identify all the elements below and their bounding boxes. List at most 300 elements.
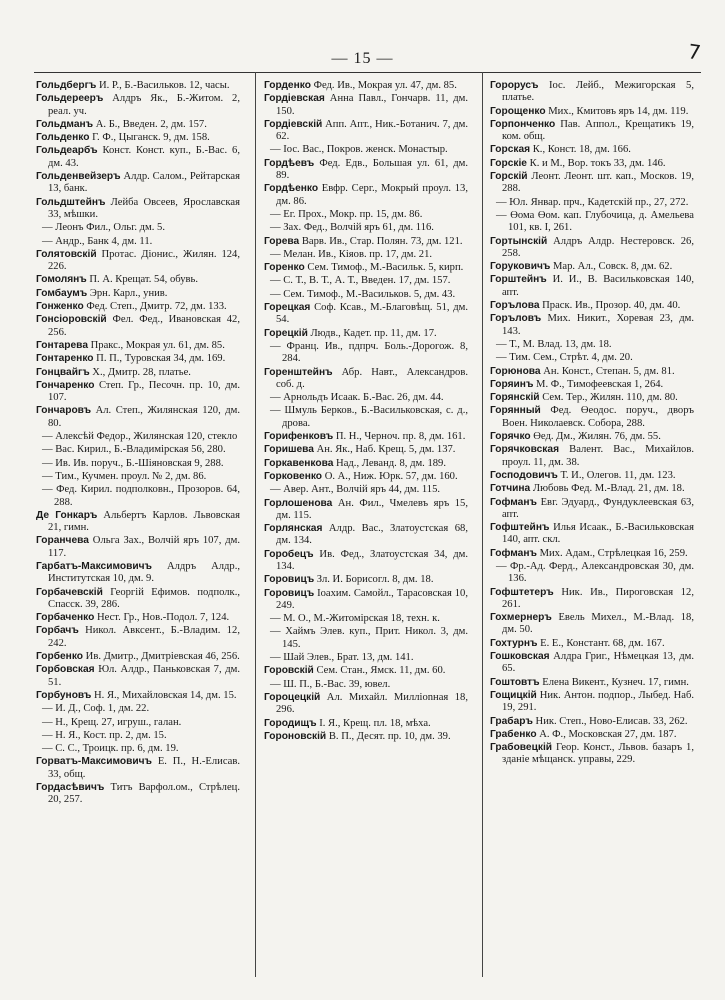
entry-details: Алдра Григ., Нѣмецкая 13, дм. 65. — [502, 651, 694, 675]
directory-entry — [36, 93, 240, 118]
entry-details: Никол. Авксент., Б.-Владим. 12, 242. — [48, 625, 240, 649]
directory-entry — [490, 470, 694, 482]
directory-entry — [490, 261, 694, 273]
directory-entry — [36, 132, 240, 144]
column-divider-2 — [482, 72, 483, 977]
entry-surname: Горденко — [264, 80, 311, 91]
directory-entry — [264, 731, 468, 743]
directory-entry — [36, 458, 240, 470]
entry-details: Людв., Кадет. пр. 11, дм. 17. — [307, 327, 437, 339]
entry-details: Пав. Аппол., Крещатикъ 19, ком. общ. — [502, 118, 694, 143]
entry-surname: Горбачевскій — [36, 586, 103, 598]
entry-surname: Грабовецкій — [490, 742, 553, 754]
entry-surname: Гохмернеръ — [490, 612, 552, 624]
entry-surname: Гольдштейнъ — [36, 196, 106, 208]
entry-details: — Авер. Ант., Волчій яръ 44, дм. 115. — [270, 484, 441, 496]
entry-surname: Горанчева — [36, 535, 89, 547]
entry-surname: Горбовская — [36, 664, 95, 676]
entry-surname: Голятовскій — [36, 248, 97, 260]
directory-entry — [36, 756, 240, 781]
entry-details: Абр. Навт., Александров. соб. д. — [276, 366, 468, 390]
entry-details: Алдр. Вас., Златоустская 68, дм. 134. — [276, 523, 468, 547]
entry-surname: Грабенко — [490, 728, 537, 740]
entry-details: — Н., Крещ. 27, игруш., галан. — [42, 716, 182, 728]
directory-entry — [264, 209, 468, 221]
directory-entry — [36, 145, 240, 170]
entry-details: О. А., Ниж. Юрк. 57, дм. 160. — [322, 470, 458, 482]
entry-details: Н. Я., Михайловская 14, дм. 15. — [91, 689, 237, 701]
entry-surname: Грабаръ — [490, 715, 533, 727]
directory-entry — [490, 274, 694, 299]
entry-surname: Гофштейнъ — [490, 522, 550, 534]
entry-surname: Гомолянъ — [36, 274, 87, 286]
entry-surname: Гордасѣвичъ — [36, 782, 105, 794]
entry-details: — Алексѣй Федор., Жилянская 120, стекло — [42, 431, 238, 443]
directory-entry — [264, 341, 468, 366]
entry-details: — Фр.-Ад. Ферд., Александровская 30, дм. 136. — [496, 560, 694, 585]
directory-entry — [490, 352, 694, 364]
entry-surname: Горянный — [490, 405, 541, 417]
entry-details: Іос. Лейб., Межигорская 5, платье. — [502, 80, 694, 104]
entry-surname: Горбуновъ — [36, 689, 92, 701]
entry-details: — Арнольдъ Исаак. Б.-Вас. 26, дм. 44. — [270, 392, 444, 404]
directory-entry — [36, 380, 240, 405]
entry-details: К., Конст. 18, дм. 166. — [530, 144, 631, 156]
entry-surname: Гончаровъ — [36, 405, 92, 417]
entry-details: Фед. Степ., Дмитр. 72, дм. 133. — [83, 301, 227, 313]
entry-surname: Горская — [490, 144, 531, 156]
directory-entry — [36, 222, 240, 234]
entry-details: Юл. Алдр., Паньковская 7, дм. 51. — [48, 664, 240, 688]
entry-details: Над., Леванд. 8, дм. 189. — [333, 457, 447, 469]
entry-details: — Т., М. Влад. 13, дм. 18. — [496, 338, 612, 350]
directory-entry — [264, 289, 468, 301]
entry-surname: Гольденко — [36, 132, 90, 144]
entry-surname: Гохтурнъ — [490, 637, 538, 649]
entry-details: — И. Д., Соф. 1, дм. 22. — [42, 703, 150, 715]
entry-details: Е. Е., Констант. 68, дм. 167. — [537, 637, 665, 649]
entry-details: Ан. Як., Наб. Крещ. 5, дм. 137. — [313, 444, 456, 456]
entry-surname: Горева — [264, 235, 300, 247]
entry-details: — Ив. Ив. поруч., Б.-Шіяновская 9, 288. — [42, 457, 224, 469]
directory-entry — [264, 222, 468, 234]
entry-details: Іоахим. Самойл., Тарасовская 10, 249. — [276, 587, 468, 611]
directory-entry — [264, 471, 468, 483]
directory-entry — [490, 742, 694, 767]
entry-details: — Өома Өом. кап. Глубочица, д. Амельева 101, кв. I, 261. — [496, 209, 694, 234]
entry-details: Протас. Діонис., Жилян. 124, 226. — [48, 248, 240, 273]
entry-details: Алдр. Салом., Рейтарская 13, банк. — [48, 171, 240, 195]
handwritten-page-mark: 7 — [686, 39, 703, 65]
entry-surname: Гоштовтъ — [490, 676, 540, 688]
directory-entry — [36, 510, 240, 535]
entry-details: Евель Михел., М.-Влад. 18, дм. 50. — [502, 612, 694, 636]
directory-entry — [490, 392, 694, 404]
entry-details: Х., Дмитр. 28, платье. — [89, 366, 191, 378]
entry-details: — Леонъ Фил., Ольг. дм. 5. — [42, 222, 165, 234]
entry-surname: Горовицъ — [264, 587, 315, 599]
directory-entry — [36, 119, 240, 131]
directory-entry — [490, 677, 694, 689]
entry-surname: Гофштетеръ — [490, 586, 554, 598]
entry-surname: Горяинъ — [490, 378, 534, 390]
directory-entry — [490, 106, 694, 118]
entry-details: Фед. Ив., Мокрая ул. 47, дм. 85. — [310, 80, 457, 91]
entry-surname: Господовичъ — [490, 469, 558, 481]
entry-surname: Горбаченко — [36, 612, 95, 624]
entry-surname: Горифенковъ — [264, 431, 334, 443]
directory-entry — [36, 171, 240, 196]
entry-details: — Зах. Фед., Волчій яръ 61, дм. 116. — [270, 222, 434, 234]
entry-details: Өед. Дм., Жилян. 76, дм. 55. — [530, 431, 661, 443]
entry-details: — С. Т., В. Т., А. Т., Введен. 17, дм. 157. — [270, 275, 451, 287]
entry-surname: Горощенко — [490, 105, 546, 117]
directory-entry — [264, 392, 468, 404]
directory-entry — [490, 444, 694, 469]
directory-entry — [264, 119, 468, 144]
directory-entry — [36, 561, 240, 586]
directory-entry — [36, 730, 240, 742]
directory-entry — [264, 158, 468, 183]
directory-entry — [36, 314, 240, 339]
entry-details: И. Р., Б.-Васильков. 12, часы. — [96, 80, 230, 91]
entry-details: П. П., Туровская 34, дм. 169. — [93, 353, 226, 365]
entry-details: Пракс., Мокрая ул. 61, дм. 85. — [87, 339, 225, 351]
directory-entry — [264, 458, 468, 470]
directory-entry — [264, 613, 468, 625]
directory-entry — [36, 535, 240, 560]
directory-entry — [36, 471, 240, 483]
entry-details: П. А. Крещат. 54, обувь. — [86, 274, 199, 286]
entry-details: Леонт. Леонт. шт. кап., Москов. 19, 288. — [502, 171, 694, 195]
entry-details: — Шмуль Берков., Б.-Васильковская, с. д., дрова. — [270, 405, 468, 429]
entry-details: — Мелан. Ив., Кіяов. пр. 17, дм. 21. — [270, 248, 433, 260]
directory-entry — [264, 692, 468, 717]
entry-details: Алдръ Як., Б.-Житом. 2, реал. уч. — [48, 93, 240, 117]
entry-details: Г. Ф., Цыганск. 9, дм. 158. — [89, 132, 210, 144]
directory-entry — [490, 638, 694, 650]
entry-details: Геор. Конст., Львов. базаръ 1, зданіе мѣщанск. управы, 229. — [502, 742, 694, 766]
entry-details: Праск. Ив., Прозор. 40, дм. 40. — [539, 300, 681, 312]
entry-surname: Гофманъ — [490, 496, 537, 508]
entry-details: Лейба Овсеев, Ярославская 33, мѣшки. — [48, 196, 240, 220]
entry-surname: Горватъ-Максимовичъ — [36, 756, 152, 768]
directory-entry — [490, 80, 694, 105]
entry-details: Елена Викент., Кузнеч. 17, гимн. — [539, 676, 689, 688]
directory-entry — [264, 523, 468, 548]
directory-entry — [36, 587, 240, 612]
directory-entry — [490, 210, 694, 235]
entry-surname: Гонтаренко — [36, 353, 94, 365]
directory-entry — [264, 549, 468, 574]
entry-details: — Н. Я., Кост. пр. 2, дм. 15. — [42, 729, 167, 741]
entry-details: Сем. Стан., Ямск. 11, дм. 60. — [313, 665, 446, 677]
entry-details: Евфр. Серг., Мокрый проул. 13, дм. 86. — [276, 183, 468, 207]
directory-entry — [264, 262, 468, 274]
directory-entry — [36, 236, 240, 248]
entry-details: Ник. Степ., Ново-Елисав. 33, 262. — [532, 715, 688, 727]
entry-surname: Гощицкій — [490, 689, 537, 701]
directory-entry — [264, 652, 468, 664]
entry-surname: Горуковичъ — [490, 261, 551, 273]
entry-details: Ан. Конст., Степан. 5, дм. 81. — [540, 365, 675, 377]
directory-entry — [36, 484, 240, 509]
entry-details: В. П., Десят. пр. 10, дм. 39. — [326, 730, 451, 742]
entry-surname: Гороцецкій — [264, 691, 321, 703]
directory-entry — [264, 249, 468, 261]
directory-entry — [36, 651, 240, 663]
page-number: — 15 — — [331, 50, 394, 67]
directory-entry — [36, 743, 240, 755]
entry-details: А. Ф., Московская 27, дм. 187. — [536, 728, 677, 740]
entry-details: Фед. Өеодос. поруч., дворъ Воен. Николаевск. Собора, 288. — [502, 405, 694, 429]
entry-surname: Де Гонкаръ — [36, 509, 98, 521]
entry-details: Мих. Адам., Стрѣлецкая 16, 259. — [536, 547, 688, 559]
directory-entry — [264, 183, 468, 208]
entry-surname: Горскій — [490, 171, 528, 183]
directory-entry — [264, 588, 468, 613]
entry-details: — Тим., Кучмен. проул. № 2, дм. 86. — [42, 470, 207, 482]
entry-details: Алдръ Алдр. Нестеровск. 26, 258. — [502, 235, 694, 259]
entry-surname: Горбенко — [36, 651, 84, 663]
directory-entry — [264, 80, 468, 92]
entry-surname: Гортынскій — [490, 235, 548, 247]
directory-entry — [264, 718, 468, 730]
entry-details: І. Я., Крещ. пл. 18, мѣха. — [316, 717, 431, 729]
entry-surname: Горецкая — [264, 302, 311, 314]
entry-details: Альбертъ Карлов. Львовская 21, гимн. — [48, 509, 240, 534]
entry-surname: Горишева — [264, 444, 314, 456]
column-3 — [490, 80, 694, 970]
directory-entry — [264, 498, 468, 523]
entry-details: Мих., Кмитовъ яръ 14, дм. 119. — [545, 105, 689, 117]
directory-entry — [264, 574, 468, 586]
entry-surname: Горкавенкова — [264, 457, 334, 469]
directory-entry — [264, 405, 468, 430]
directory-entry — [264, 665, 468, 677]
entry-surname: Гольдбергъ — [36, 80, 97, 91]
entry-details: Любовь Фед. М.-Влад. 21, дм. 18. — [530, 483, 685, 495]
directory-entry — [490, 483, 694, 495]
entry-details: Ал. Михайл. Миллionная 18, 296. — [276, 691, 468, 716]
directory-entry — [36, 301, 240, 313]
entry-surname: Горковенко — [264, 470, 323, 482]
entry-details: — С. С., Троицк. пр. 6, дм. 19. — [42, 743, 179, 755]
entry-surname: Гордѣенко — [264, 183, 319, 195]
entry-surname: Гончаренко — [36, 379, 95, 391]
entry-surname: Гордіевская — [264, 93, 325, 105]
entry-details: — Юл. Январ. прч., Кадетскій пр., 27, 272. — [496, 196, 689, 208]
entry-surname: Гонцвайгъ — [36, 366, 90, 378]
directory-entry — [264, 236, 468, 248]
directory-entry — [36, 340, 240, 352]
entry-surname: Гордіевскій — [264, 118, 323, 130]
column-2 — [264, 80, 468, 970]
directory-entry — [490, 313, 694, 338]
entry-details: Зл. И. Борисогл. 8, дм. 18. — [314, 574, 434, 586]
entry-details: Ан. Фил., Чмелевъ яръ 15, дм. 115. — [276, 497, 468, 521]
entry-details: Е. П., Н.-Елисав. 33, общ. — [48, 756, 240, 780]
directory-entry — [490, 651, 694, 676]
entry-details: — Вас. Кирил., Б.-Владимірская 56, 280. — [42, 444, 226, 456]
entry-details: — Ег. Прох., Мокр. пр. 15, дм. 86. — [270, 208, 423, 220]
entry-details: Мих. Никит., Хоревая 23, дм. 143. — [502, 313, 694, 337]
entry-details: Ив. Фед., Златоустская 34, дм. 134. — [276, 548, 468, 572]
entry-details: Ник. Ив., Пироговская 12, 261. — [502, 586, 694, 610]
directory-entry — [36, 431, 240, 443]
entry-details: Ольга Зах., Волчій яръ 107, дм. 117. — [48, 535, 240, 559]
entry-details: — Шай Элев., Брат. 13, дм. 141. — [270, 652, 414, 664]
entry-details: Ал. Степ., Жилянская 120, дм. 80. — [48, 405, 240, 429]
directory-entry — [264, 679, 468, 691]
entry-surname: Гольдманъ — [36, 118, 94, 130]
directory-entry — [490, 197, 694, 209]
entry-surname: Гонтарева — [36, 339, 88, 351]
entry-details: — Ш. П., Б.-Вас. 39, ювел. — [270, 678, 391, 690]
entry-details: Фед. Едв., Большая ул. 61, дм. 89. — [276, 157, 468, 182]
directory-entry — [490, 366, 694, 378]
directory-entry — [490, 612, 694, 637]
entry-details: — Тим. Сем., Стрѣт. 4, дм. 20. — [496, 352, 633, 364]
directory-entry — [264, 626, 468, 651]
entry-details: Нест. Гр., Нов.-Подол. 7, 124. — [94, 612, 230, 624]
column-divider-1 — [255, 72, 256, 977]
entry-details: Георгій Ефимов. подполк., Спасск. 39, 286. — [48, 586, 240, 610]
entry-details: Фел. Фед., Ивановская 42, 256. — [48, 314, 240, 338]
entry-details: К. и М., Вор. токъ 33, дм. 146. — [526, 157, 666, 169]
entry-surname: Гонсіоровскій — [36, 314, 107, 326]
entry-surname: Горлошенова — [264, 497, 333, 509]
directory-entry — [36, 782, 240, 807]
entry-surname: Горштейнъ — [490, 274, 547, 286]
directory-entry — [264, 275, 468, 287]
entry-surname: Гольдерееръ — [36, 93, 104, 105]
directory-entry — [264, 144, 468, 156]
directory-entry — [490, 236, 694, 261]
entry-details: — Іос. Вас., Покров. женск. Монастыр. — [270, 144, 448, 156]
entry-details: — Франц. Ив., пдпрч. Боль.-Дорогож. 8, 284. — [270, 340, 468, 365]
entry-details: Апп. Апт., Ник.-Ботанич. 7, дм. 62. — [276, 118, 468, 143]
entry-surname: Гольденвейзеръ — [36, 171, 121, 183]
entry-surname: Гороновскій — [264, 730, 327, 742]
entry-details: Илья Исаак., Б.-Васильковская 140, апт. скл. — [502, 522, 694, 546]
entry-details: — Фед. Кирил. подполковн., Прозоров. 64, 288. — [42, 484, 240, 508]
directory-entry — [36, 80, 240, 92]
entry-details: Евг. Эдуард., Фундуклеевская 63, апт. — [502, 496, 694, 520]
directory-entry — [490, 729, 694, 741]
directory-entry — [36, 444, 240, 456]
directory-entry — [490, 171, 694, 196]
directory-entry — [490, 690, 694, 715]
entry-details: Конст. Конст. куп., Б.-Вас. 6, дм. 43. — [48, 145, 240, 169]
directory-entry — [490, 497, 694, 522]
entry-surname: Горовицъ — [264, 574, 315, 586]
entry-surname: Горовскій — [264, 665, 314, 677]
entry-details: П. Н., Черноч. пр. 8, дм. 161. — [333, 431, 466, 443]
entry-surname: Гофманъ — [490, 547, 537, 559]
entry-details: Соф. Ксав., М.-Благовѣщ. 51, дм. 54. — [276, 302, 468, 326]
directory-entry — [264, 431, 468, 443]
entry-details: Анна Павл., Гончарв. 11, дм. 150. — [276, 93, 468, 117]
entry-details: Сем. Тимоф., М.-Васильк. 5, кирп. — [304, 262, 464, 274]
directory-entry — [264, 484, 468, 496]
directory-entry — [264, 93, 468, 118]
directory-entry — [490, 522, 694, 547]
entry-surname: Горорусъ — [490, 80, 539, 91]
header-rule — [34, 72, 701, 73]
directory-entry — [264, 328, 468, 340]
directory-entry — [490, 587, 694, 612]
entry-details: Мар. Ал., Совск. 8, дм. 62. — [550, 261, 673, 273]
column-1 — [36, 80, 240, 970]
entry-details: Ив. Дмитр., Дмитріевская 46, 256. — [83, 651, 240, 663]
entry-details: Т. И., Олегов. 11, дм. 123. — [557, 469, 676, 481]
directory-entry — [36, 353, 240, 365]
entry-details: Ник. Антон. подпор., Лыбед. Наб. 19, 291. — [502, 689, 694, 714]
entry-details: Варв. Ив., Стар. Полян. 73, дм. 121. — [299, 235, 463, 247]
directory-entry — [490, 405, 694, 430]
directory-entry — [36, 249, 240, 274]
directory-entry — [490, 119, 694, 144]
directory-entry — [36, 717, 240, 729]
entry-surname: Горбачъ — [36, 625, 79, 637]
directory-entry — [36, 197, 240, 222]
directory-entry — [36, 703, 240, 715]
entry-details: М. Ф., Тимофеевская 1, 264. — [533, 378, 664, 390]
directory-entry — [36, 625, 240, 650]
entry-surname: Гошковская — [490, 651, 550, 663]
directory-entry — [490, 158, 694, 170]
entry-details: И. И., В. Васильковская 140, апт. — [502, 274, 694, 298]
entry-surname: Горянскій — [490, 392, 540, 404]
directory-entry — [490, 431, 694, 443]
directory-entry — [36, 690, 240, 702]
entry-details: Эрн. Карл., унив. — [87, 287, 168, 299]
entry-surname: Горюнова — [490, 365, 541, 377]
entry-surname: Горенко — [264, 262, 305, 274]
entry-details: Алдръ Алдр., Институтская 10, дм. 9. — [48, 560, 240, 585]
entry-surname: Готчина — [490, 483, 531, 495]
entry-details: Валент. Вас., Михайлов. проул. 11, дм. 38. — [502, 444, 694, 468]
directory-entry — [36, 367, 240, 379]
entry-details: Степ. Гр., Песочн. пр. 10, дм. 107. — [48, 379, 240, 404]
directory-entry — [490, 548, 694, 560]
entry-details: Титъ Варфол.ом., Стрѣлец. 20, 257. — [48, 782, 240, 806]
entry-surname: Гомбаумъ — [36, 287, 88, 299]
directory-entry — [264, 302, 468, 327]
directory-entry — [264, 444, 468, 456]
directory-entry — [36, 288, 240, 300]
entry-details: — М. О., М.-Житомірская 18, техн. к. — [270, 613, 440, 625]
directory-entry — [36, 664, 240, 689]
directory-entry — [490, 339, 694, 351]
directory-entry — [490, 561, 694, 586]
directory-entry — [490, 144, 694, 156]
entry-surname: Горпонченко — [490, 118, 556, 130]
entry-surname: Городищъ — [264, 717, 317, 729]
entry-details: — Хаймъ Элев. куп., Прит. Никол. 3, дм. 145. — [270, 626, 468, 650]
entry-surname: Горецкій — [264, 327, 308, 339]
entry-details: А. Б., Введен. 2, дм. 157. — [93, 118, 207, 130]
directory-entry — [36, 274, 240, 286]
entry-surname: Гордѣевъ — [264, 157, 315, 169]
entry-surname: Гольдеарбъ — [36, 145, 98, 157]
directory-entry — [36, 405, 240, 430]
entry-surname: Гонженко — [36, 301, 84, 313]
entry-surname: Горобецъ — [264, 548, 314, 560]
entry-surname: Горъловъ — [490, 313, 542, 325]
entry-surname: Горскіе — [490, 157, 527, 169]
